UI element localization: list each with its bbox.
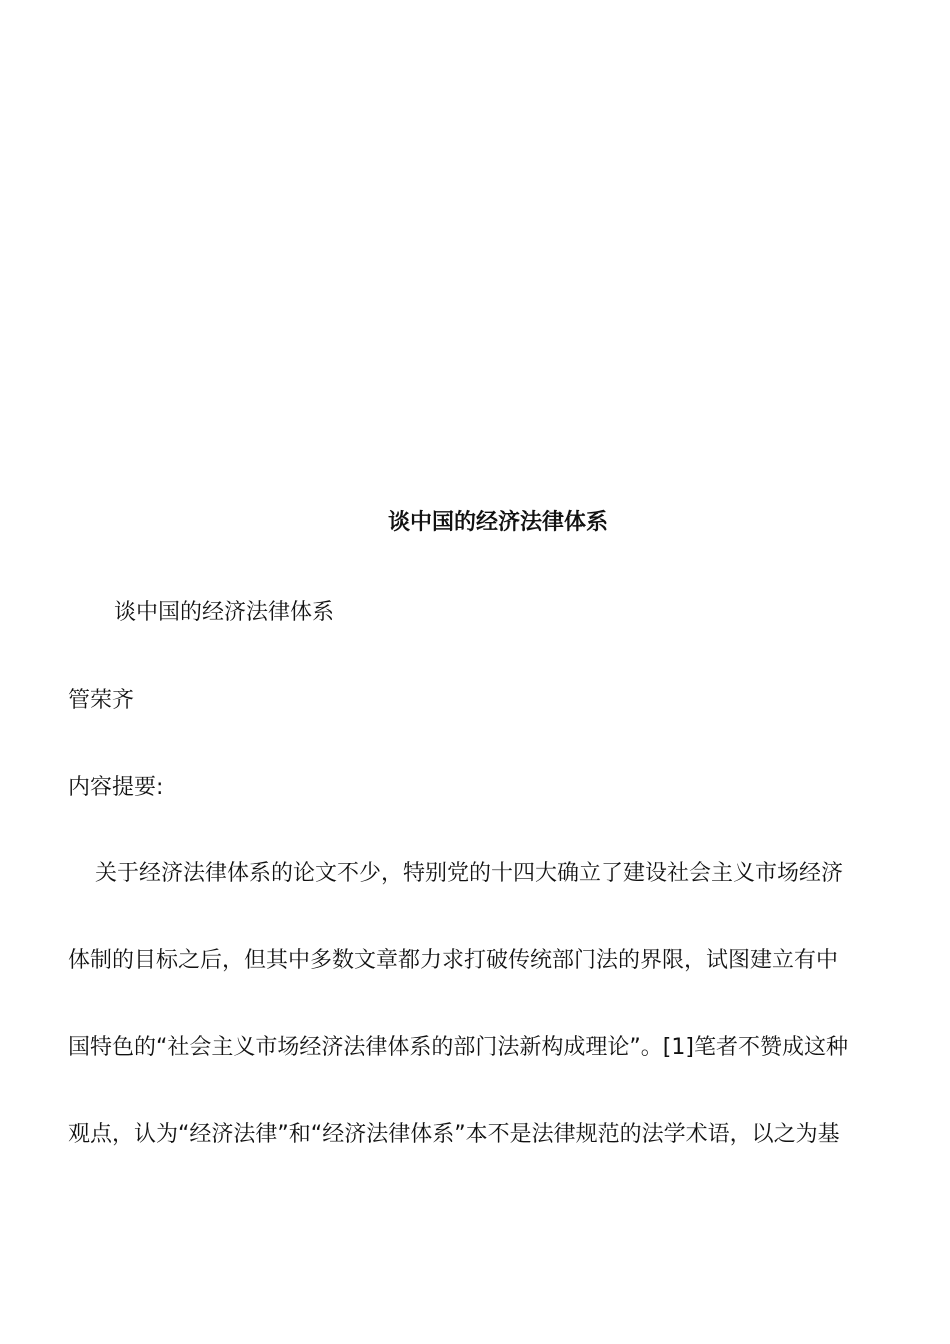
- document-title: 谈中国的经济法律体系: [387, 510, 608, 535]
- document-subtitle: 谈中国的经济法律体系: [114, 600, 335, 625]
- paragraph-line: 关于经济法律体系的论文不少，特别党的十四大确立了建设社会主义市场经济: [95, 861, 844, 886]
- paragraph-line: 观点，认为“经济法律”和“经济法律体系”本不是法律规范的法学术语，以之为基: [68, 1122, 840, 1147]
- author-name: 管荣齐: [68, 688, 135, 713]
- abstract-paragraph: [68, 859, 888, 1207]
- abstract-label: 内容提要:: [68, 775, 164, 800]
- paragraph-line: 国特色的“社会主义市场经济法律体系的部门法新构成理论”。[1]笔者不赞成这种: [68, 1035, 848, 1060]
- paragraph-line: 体制的目标之后，但其中多数文章都力求打破传统部门法的界限，试图建立有中: [68, 948, 839, 973]
